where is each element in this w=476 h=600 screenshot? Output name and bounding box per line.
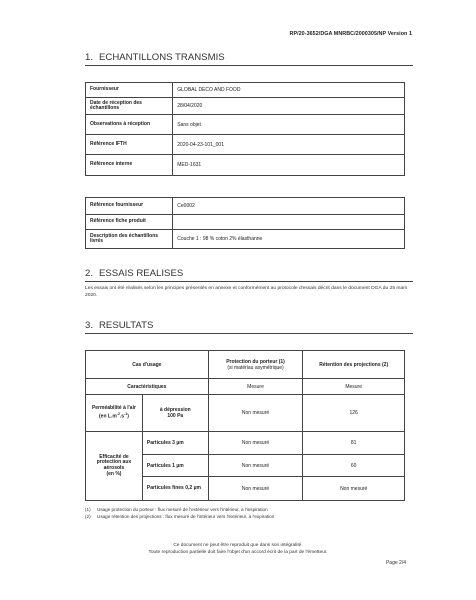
particle-label: Particules fines 0,2 µm <box>142 477 208 501</box>
permeabilite-condition: à dépression 100 Pa <box>142 395 208 432</box>
document-reference: RP/20-3652/DGA MNRBC/2000305/NP Version 1 <box>289 31 412 37</box>
row-label: Référence interne <box>86 155 173 176</box>
table-row <box>86 115 405 135</box>
footnote: (2) Usage rétention des projections : flux mesuré de l'intérieur vers l'extérieur, à l'expiration <box>85 514 275 520</box>
supplier-table <box>85 197 405 249</box>
permeabilite-label: Perméabilité à l'air (en $L.m^{-2}.s^{-1}$) <box>86 395 143 432</box>
table-row <box>86 98 405 115</box>
row-label: Fournisseur <box>86 83 173 98</box>
row-value: MED-1631 <box>173 155 405 176</box>
efficacite-label: Efficacité de protection aux aérosols (en %) <box>86 432 143 501</box>
caracteristiques-label: Caractéristiques <box>86 379 209 395</box>
row-value: Ce0002 <box>173 198 405 215</box>
row-value: 28/04/2020 <box>173 98 405 115</box>
row-label: Date de réception des échantillons <box>86 98 173 115</box>
particle-protection: Non mesuré <box>208 455 303 477</box>
table-row <box>86 198 405 215</box>
results-table <box>85 350 405 501</box>
section-title: 1. ECHANTILLONS TRANSMIS <box>85 52 413 66</box>
row-label: Référence fournisseur <box>86 198 173 215</box>
footer-line: Ce document ne peut être reproduit que dans son intégralité. <box>173 543 303 548</box>
row-label: Référence fiche produit <box>86 215 173 230</box>
caracteristiques-mesure-1: Mesure <box>208 379 303 395</box>
footer-line: Toute reproduction partielle doit faire l'objet d'un accord écrit de la part de l'émetteur. <box>148 550 328 556</box>
header-cas-usage: Cas d'usage <box>86 351 209 379</box>
footnotes <box>85 506 415 521</box>
table-row <box>86 135 405 155</box>
row-value: Sans objet <box>173 115 405 135</box>
header-retention: Rétention des projections (2) <box>303 351 405 379</box>
row-label: Description des échantillons livrés <box>86 230 173 249</box>
row-label: Observations à réception <box>86 115 173 135</box>
particle-label: Particules 1 µm <box>142 455 208 477</box>
footnote: (1) Usage protection du porteur : flux mesuré de l'extérieur vers l'intérieur, à l'inspiration <box>85 507 268 512</box>
section-echantillons <box>85 52 413 66</box>
particle-protection: Non mesuré <box>208 432 303 455</box>
caracteristiques-mesure-2: Mesure <box>303 379 405 395</box>
section-title: 3. RESULTATS <box>85 320 413 334</box>
permeabilite-row <box>86 395 405 432</box>
essais-paragraph: Les essais ont été réalisés selon les principes présentés en annexe et conformément au protocole d'essais décrit dans le document DGA du 25 mars 2020. <box>85 286 408 299</box>
particle-retention: 60 <box>303 455 405 477</box>
permeabilite-retention: 126 <box>303 395 405 432</box>
particle-retention: Non mesuré <box>303 477 405 501</box>
row-value: 2020-04-23-101_001 <box>173 135 405 155</box>
header-protection: Protection du porteur (1) (si matériau asymétrique) <box>208 351 303 379</box>
row-value <box>173 215 405 230</box>
particle-retention: 81 <box>303 432 405 455</box>
section-resultats <box>85 320 413 334</box>
permeabilite-protection: Non mesuré <box>208 395 303 432</box>
section-title: 2. ESSAIS REALISES <box>85 268 413 282</box>
efficacite-row <box>86 432 405 455</box>
row-value: Couche 1 : 98 % coton 2% élasthanne <box>173 230 405 249</box>
caracteristiques-row <box>86 379 405 395</box>
table-row <box>86 83 405 98</box>
table-row <box>86 215 405 230</box>
footer <box>0 542 476 556</box>
samples-table <box>85 82 405 176</box>
table-row <box>86 230 405 249</box>
table-row <box>86 155 405 176</box>
particle-protection: Non mesuré <box>208 477 303 501</box>
page-number: Page 2/4 <box>385 560 406 566</box>
particle-label: Particules 3 µm <box>142 432 208 455</box>
results-header-row <box>86 351 405 379</box>
row-label: Référence IFTH <box>86 135 173 155</box>
row-value: GLOBAL DECO AND FOOD <box>173 83 405 98</box>
section-essais <box>85 268 413 300</box>
